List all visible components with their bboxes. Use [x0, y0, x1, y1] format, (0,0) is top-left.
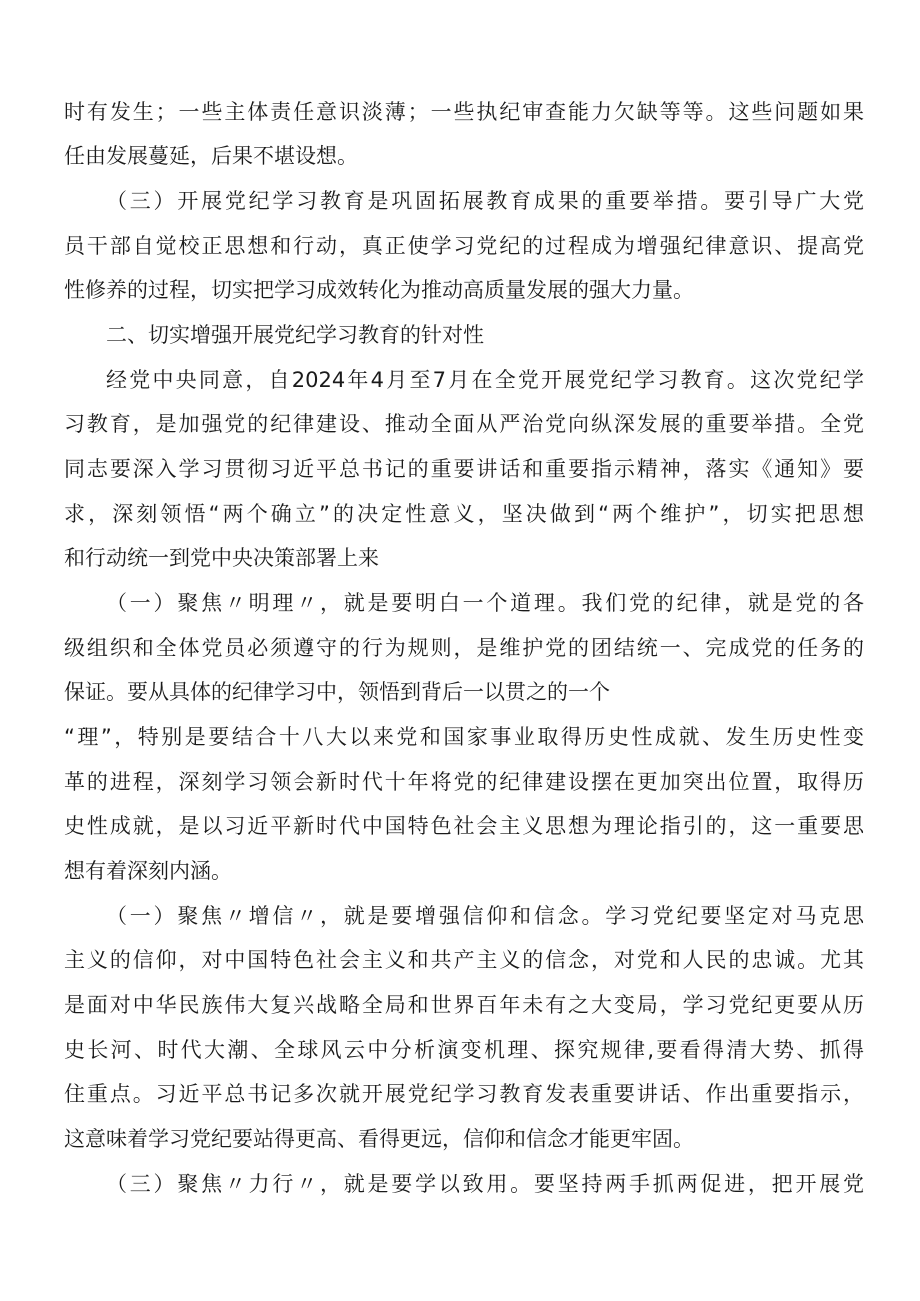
text-line: （三）聚焦〃力行〃，就是要学以致用。要坚持两手抓两促进，把开展党 [106, 1172, 864, 1196]
text-line: 性修养的过程，切实把学习成效转化为推动高质量发展的强大力量。 [64, 278, 694, 302]
text-line: （一）聚焦〃明理〃，就是要明白一个道理。我们党的纪律，就是党的各 [106, 591, 864, 615]
text-line: 时有发生；一些主体责任意识淡薄；一些执纪审查能力欠缺等等。这些问题如果 [64, 100, 864, 124]
text-line: 史长河、时代大潮、全球风云中分析演变机理、探究规律,要看得清大势、抓得 [64, 1038, 864, 1062]
text-line: 史性成就，是以习近平新时代中国特色社会主义思想为理论指引的，这一重要思 [64, 814, 864, 838]
section-heading: 二、切实增强开展党纪学习教育的针对性 [106, 323, 484, 347]
text-line: 革的进程，深刻学习领会新时代十年将党的纪律建设摆在更加突出位置，取得历 [64, 770, 864, 794]
text-line: 保证。要从具体的纪律学习中，领悟到背后一以贯之的一个 [64, 680, 610, 704]
text-line: （一）聚焦〃增信〃，就是要增强信仰和信念。学习党纪要坚定对马克思 [106, 904, 864, 928]
text-line: 任由发展蔓延，后果不堪设想。 [64, 144, 358, 168]
text-line: 经党中央同意，自2024年4月至7月在全党开展党纪学习教育。这次党纪学 [106, 368, 864, 392]
text-line: “理”，特别是要结合十八大以来党和国家事业取得历史性成就、发生历史性变 [64, 725, 864, 749]
text-line: 和行动统一到党中央决策部署上来 [64, 546, 379, 570]
text-line: 这意味着学习党纪要站得更高、看得更远，信仰和信念才能更牢固。 [64, 1127, 694, 1151]
text-line: 级组织和全体党员必须遵守的行为规则，是维护党的团结统一、完成党的任务的 [64, 636, 864, 660]
text-line: 求，深刻领悟“两个确立”的决定性意义，坚决做到“两个维护”，切实把思想 [64, 502, 864, 526]
text-line: 是面对中华民族伟大复兴战略全局和世界百年未有之大变局，学习党纪更要从历 [64, 993, 864, 1017]
text-line: （三）开展党纪学习教育是巩固拓展教育成果的重要举措。要引导广大党 [106, 189, 864, 213]
text-line: 主义的信仰，对中国特色社会主义和共产主义的信念，对党和人民的忠诚。尤其 [64, 948, 864, 972]
text-line: 同志要深入学习贯彻习近平总书记的重要讲话和重要指示精神，落实《通知》要 [64, 457, 864, 481]
text-line: 住重点。习近平总书记多次就开展党纪学习教育发表重要讲话、作出重要指示， [64, 1082, 864, 1106]
text-line: 习教育，是加强党的纪律建设、推动全面从严治党向纵深发展的重要举措。全党 [64, 412, 864, 436]
text-line: 想有着深刻内涵。 [64, 859, 232, 883]
text-line: 员干部自觉校正思想和行动，真正使学习党纪的过程成为增强纪律意识、提高党 [64, 234, 864, 258]
